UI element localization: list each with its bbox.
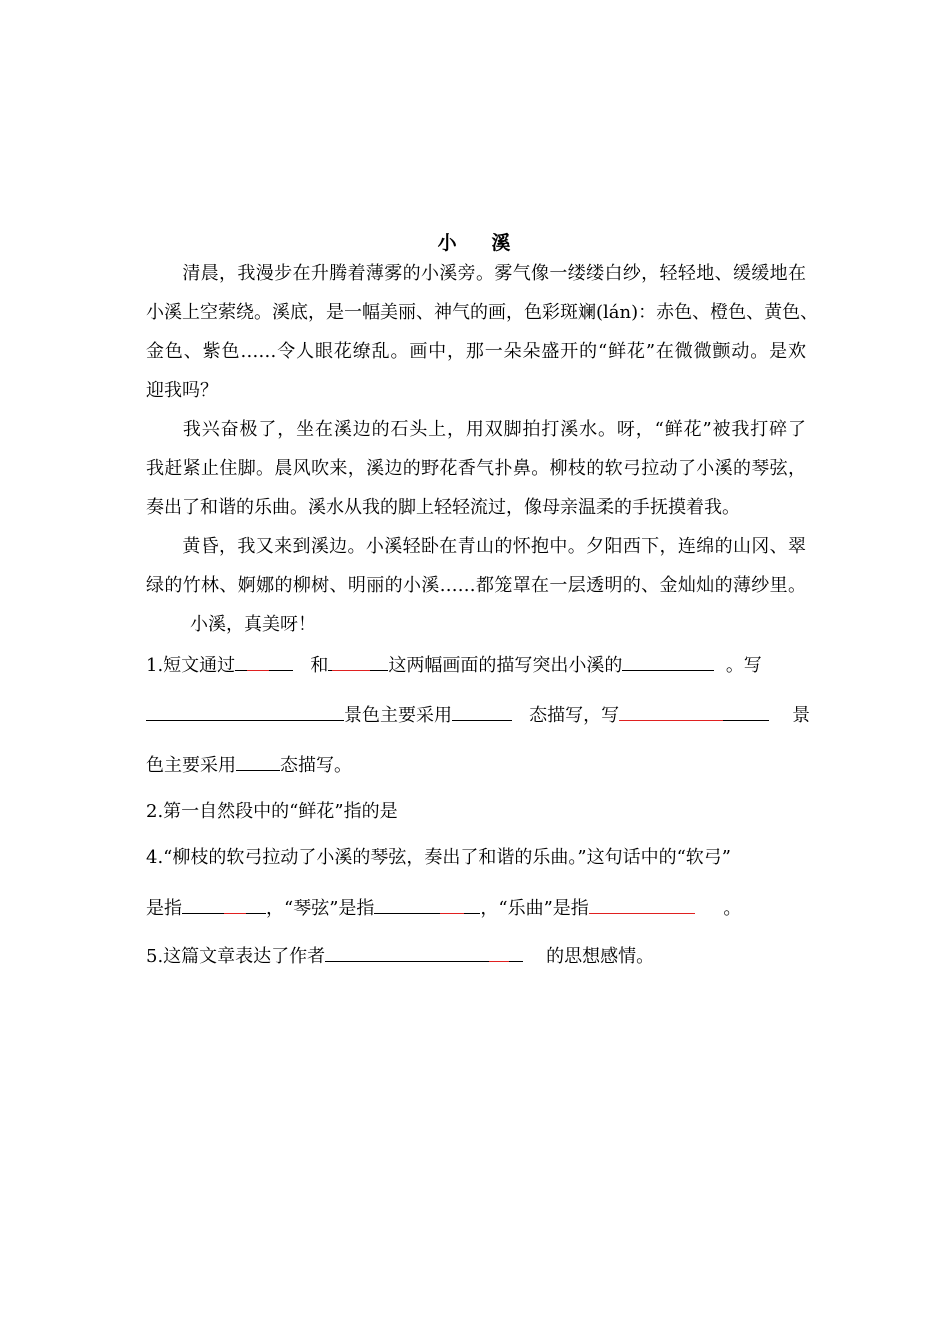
answer-blank[interactable]: [235, 652, 293, 671]
answer-blank[interactable]: [619, 702, 769, 721]
question-4: 4.“柳枝的软弓拉动了小溪的琴弦，奏出了和谐的乐曲。”这句话中的“软弓”: [146, 847, 731, 868]
passage-line: 迎我吗？: [146, 380, 218, 401]
passage-line: 金色、紫色……令人眼花缭乱。画中，那一朵朵盛开的“鲜花”在微微颤动。是欢: [146, 341, 806, 362]
question-1: 1.短文通过 和 这两幅画面的描写突出小溪的 。写: [146, 652, 806, 678]
answer-blank[interactable]: [374, 895, 480, 914]
passage-line: 绿的竹林、婀娜的柳树、明丽的小溪……都笼罩在一层透明的、金灿灿的薄纱里。: [146, 575, 806, 596]
answer-blank[interactable]: [452, 702, 512, 721]
answer-blank[interactable]: [325, 943, 523, 962]
question-2: 2.第一自然段中的“鲜花”指的是: [146, 801, 398, 822]
answer-blank[interactable]: [328, 652, 388, 671]
answer-blank[interactable]: [182, 895, 266, 914]
question-4-cont: 是指 ，“琴弦”是指 ，“乐曲”是指 。: [146, 895, 806, 921]
title-char-2: 溪: [491, 232, 513, 254]
passage-line: 小溪上空萦绕。溪底，是一幅美丽、神气的画，色彩斑斓(lán)：赤色、橙色、黄色、: [146, 302, 819, 323]
question-5: 5.这篇文章表达了作者 的思想感情。: [146, 943, 806, 969]
passage-line: 我兴奋极了，坐在溪边的石头上，用双脚拍打溪水。呀，“鲜花”被我打碎了: [182, 419, 806, 440]
answer-blank[interactable]: [236, 752, 280, 771]
passage-line: 我赶紧止住脚。晨风吹来，溪边的野花香气扑鼻。柳枝的软弓拉动了小溪的琴弦，: [146, 458, 806, 479]
question-1-cont: 色主要采用 态描写。: [146, 752, 806, 778]
passage-line: 清晨，我漫步在升腾着薄雾的小溪旁。雾气像一缕缕白纱，轻轻地、缓缓地在: [182, 263, 806, 284]
title-char-1: 小: [437, 232, 459, 254]
passage-title: [0, 228, 950, 255]
question-1-cont: 景色主要采用 态描写，写 景: [146, 702, 806, 728]
passage-line: 奏出了和谐的乐曲。溪水从我的脚上轻轻流过，像母亲温柔的手抚摸着我。: [146, 497, 740, 518]
passage-line: 黄昏，我又来到溪边。小溪轻卧在青山的怀抱中。夕阳西下，连绵的山冈、翠: [182, 536, 806, 557]
answer-blank[interactable]: [146, 702, 344, 721]
passage-line: 小溪，真美呀！: [190, 614, 316, 635]
answer-blank[interactable]: [622, 652, 714, 671]
answer-blank[interactable]: [589, 895, 695, 914]
